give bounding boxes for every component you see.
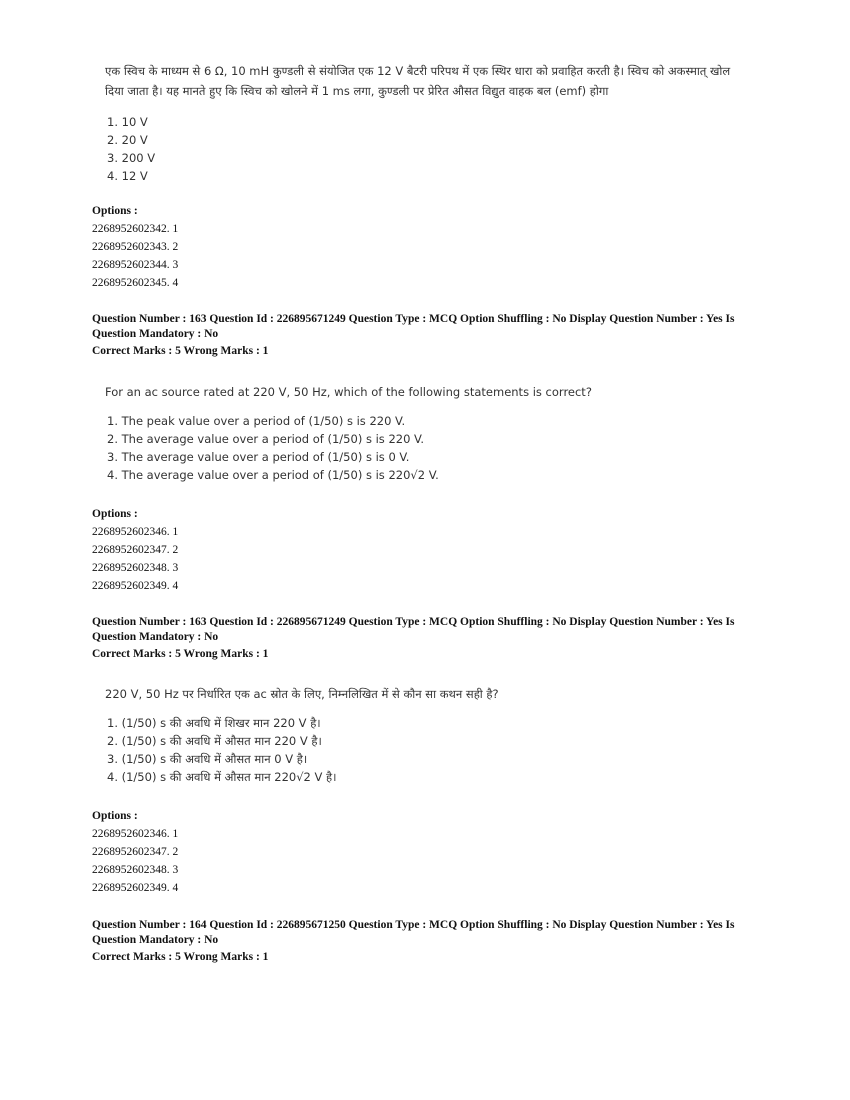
choice-item: 2. (1/50) s की अवधि में औसत मान 220 V है। [107,734,322,748]
options-label: Options : [92,508,138,520]
choice-item: 3. The average value over a period of (1/50) s is 0 V. [107,450,410,464]
choice-list [105,412,745,484]
question-block-3 [105,684,745,786]
choice-item: 4. (1/50) s की अवधि में औसत मान 220√2 V है। [107,770,337,784]
question-text: एक स्विच के माध्यम से 6 Ω, 10 mH कुण्डली से संयोजित एक 12 V बैटरी परिपथ में एक स्थिर धारा को प्रवाहित करती है। स्विच को अकस्मात् खोल दिया जाता है। यह मानते हुए कि स्विच को खोलने में 1 ms लगा, कुण्डली पर प्रेरित औसत विद्युत वाहक बल (emf) होगा [105,64,731,98]
choice-item: 4. 12 V [107,169,148,183]
choice-item: 4. The average value over a period of (1/50) s is 220√2 V. [107,468,439,482]
option-id: 2268952602348. 3 [92,562,179,574]
option-id: 2268952602345. 4 [92,277,179,289]
choice-item: 3. 200 V [107,151,156,165]
marks-line: Correct Marks : 5 Wrong Marks : 1 [92,648,269,660]
question-meta-line: Question Number : 163 Question Id : 226895671249 Question Type : MCQ Option Shuffling : No Display Question Number : Yes Is Question Mandatory : No [92,616,735,643]
choice-item: 1. (1/50) s की अवधि में शिखर मान 220 V है। [107,716,321,730]
options-block-3 [92,807,178,897]
options-label: Options : [92,810,138,822]
question-meta-164 [92,918,772,965]
question-block-1 [105,61,745,185]
option-id: 2268952602349. 4 [92,580,179,592]
question-text: 220 V, 50 Hz पर निर्धारित एक ac स्रोत के लिए, निम्नलिखित में से कौन सा कथन सही है? [105,687,499,701]
option-id: 2268952602342. 1 [92,223,179,235]
choice-item: 2. 20 V [107,133,148,147]
options-block-2 [92,505,178,595]
options-label: Options : [92,205,138,217]
choice-item: 1. 10 V [107,115,148,129]
marks-line: Correct Marks : 5 Wrong Marks : 1 [92,951,269,963]
choice-item: 3. (1/50) s की अवधि में औसत मान 0 V है। [107,752,308,766]
option-id: 2268952602346. 1 [92,526,179,538]
options-block-1 [92,202,178,292]
question-meta-163-hi [92,615,772,662]
question-meta-line: Question Number : 163 Question Id : 226895671249 Question Type : MCQ Option Shuffling : No Display Question Number : Yes Is Question Mandatory : No [92,313,735,340]
option-id: 2268952602344. 3 [92,259,179,271]
choice-list [105,714,745,786]
question-text: For an ac source rated at 220 V, 50 Hz, which of the following statements is correct? [105,385,592,399]
option-id: 2268952602348. 3 [92,864,179,876]
marks-line: Correct Marks : 5 Wrong Marks : 1 [92,345,269,357]
choice-list [105,113,745,185]
option-id: 2268952602349. 4 [92,882,179,894]
option-id: 2268952602347. 2 [92,544,179,556]
option-id: 2268952602347. 2 [92,846,179,858]
choice-item: 2. The average value over a period of (1/50) s is 220 V. [107,432,425,446]
question-block-2 [105,382,745,484]
choice-item: 1. The peak value over a period of (1/50) s is 220 V. [107,414,406,428]
option-id: 2268952602343. 2 [92,241,179,253]
question-meta-line: Question Number : 164 Question Id : 226895671250 Question Type : MCQ Option Shuffling : No Display Question Number : Yes Is Question Mandatory : No [92,919,735,946]
option-id: 2268952602346. 1 [92,828,179,840]
question-meta-163-en [92,312,772,359]
